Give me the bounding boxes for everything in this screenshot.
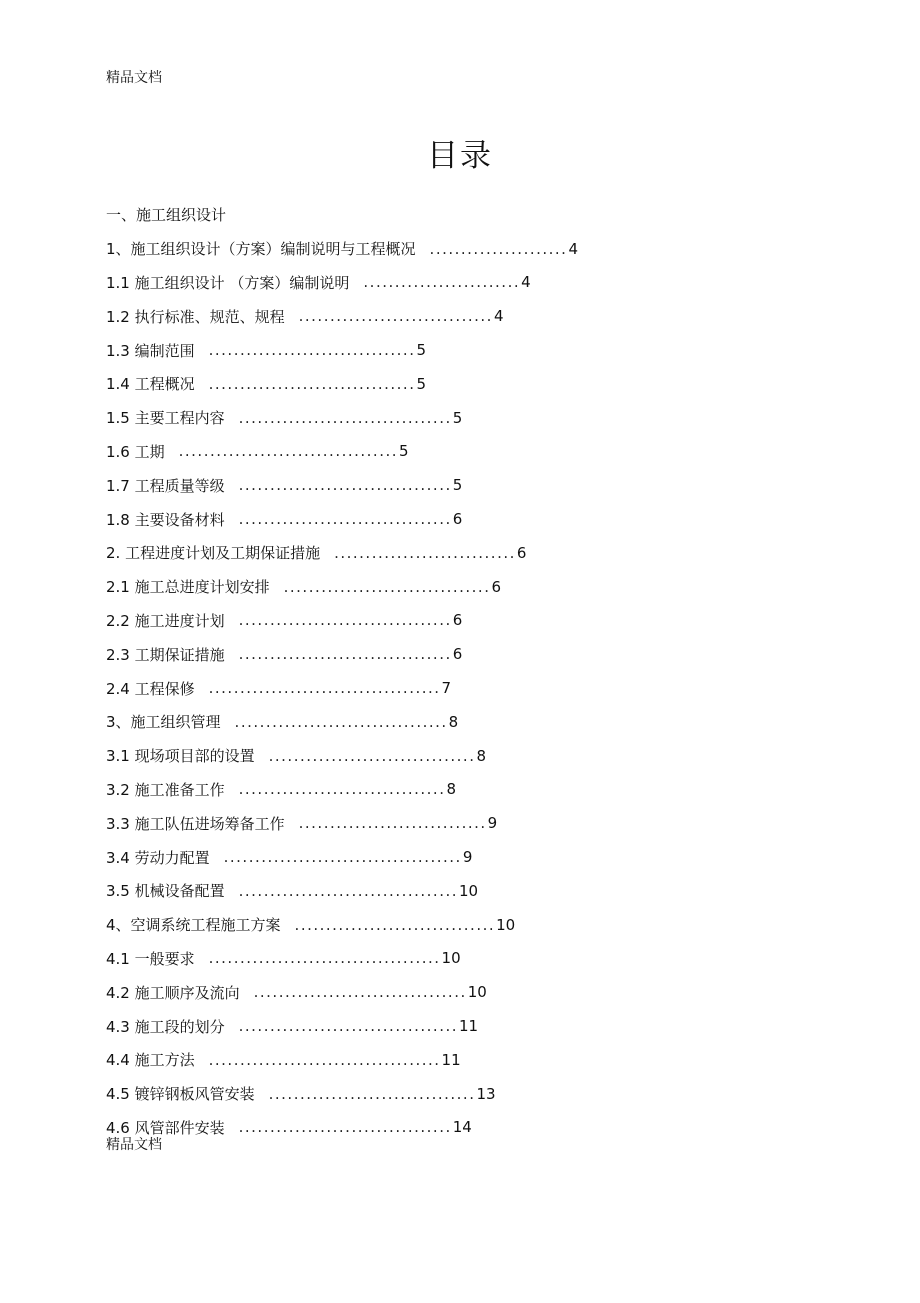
toc-entry[interactable] <box>106 806 726 840</box>
toc-entry-page: 5 <box>399 442 409 461</box>
toc-dot-leader: ................................. <box>208 374 416 393</box>
toc-entry-page: 5 <box>452 408 463 427</box>
toc-entry-label: 1、施工组织设计（方案）编制说明与工程概况 <box>106 240 416 259</box>
toc-entry[interactable] <box>106 1043 726 1077</box>
toc-entry-page: 10 <box>441 949 461 968</box>
toc-entry-label: 1.8 主要设备材料 <box>106 510 225 529</box>
toc-dot-leader: .................................. <box>253 983 467 1002</box>
toc-entry-label: 1.7 工程质量等级 <box>106 476 225 495</box>
toc-entry-page: 6 <box>491 577 502 596</box>
toc-entry-label: 一、施工组织设计 <box>106 206 227 225</box>
toc-dot-leader: .................................. <box>238 476 452 495</box>
toc-entry[interactable] <box>106 299 726 333</box>
toc-entry[interactable] <box>106 671 726 705</box>
toc-entry[interactable] <box>106 502 726 536</box>
toc-entry-label: 1.2 执行标准、规范、规程 <box>106 307 285 326</box>
toc-entry-page: 7 <box>441 679 452 698</box>
toc-entry-label: 1.4 工程概况 <box>106 375 195 394</box>
toc-entry[interactable] <box>106 435 726 469</box>
toc-entry-page: 6 <box>452 611 463 630</box>
toc-dot-leader: .................................. <box>238 510 452 529</box>
toc-dot-leader: .................................. <box>238 408 452 427</box>
toc-entry-label: 4.5 镀锌钢板风管安装 <box>106 1085 255 1104</box>
toc-dot-leader: ............................. <box>334 543 516 562</box>
toc-entry[interactable] <box>106 604 726 638</box>
toc-entry-label: 1.1 施工组织设计 （方案）编制说明 <box>106 273 350 292</box>
toc-dot-leader: ...................................... <box>223 848 462 867</box>
toc-entry-page: 6 <box>452 645 463 664</box>
toc-dot-leader: ................................... <box>238 1017 459 1036</box>
toc-entry[interactable] <box>106 333 726 367</box>
toc-entry-page: 14 <box>452 1118 472 1137</box>
table-of-contents <box>106 198 726 1144</box>
toc-entry[interactable] <box>106 705 726 739</box>
toc-entry-label: 2.3 工期保证措施 <box>106 645 225 664</box>
toc-entry-label: 1.5 主要工程内容 <box>106 409 225 428</box>
toc-entry-page: 4 <box>521 273 531 292</box>
toc-entry-label: 3.2 施工准备工作 <box>106 780 225 799</box>
toc-dot-leader: ............................... <box>298 307 493 326</box>
toc-entry-label: 4.2 施工顺序及流向 <box>106 983 240 1002</box>
toc-entry-page: 8 <box>446 780 457 799</box>
toc-entry[interactable] <box>106 570 726 604</box>
toc-dot-leader: ......................... <box>363 273 521 292</box>
toc-entry-page: 6 <box>452 510 463 529</box>
toc-entry-label: 4.4 施工方法 <box>106 1051 195 1070</box>
toc-dot-leader: ..................................... <box>208 1050 441 1069</box>
toc-entry-page: 6 <box>516 543 527 562</box>
toc-entry-page: 5 <box>416 374 427 393</box>
toc-entry[interactable] <box>106 975 726 1009</box>
toc-entry-page: 5 <box>416 341 427 360</box>
toc-entry-page: 11 <box>441 1050 461 1069</box>
toc-entry[interactable] <box>106 401 726 435</box>
toc-entry-label: 4.1 一般要求 <box>106 949 195 968</box>
toc-entry[interactable] <box>106 739 726 773</box>
toc-entry-label: 4.3 施工段的划分 <box>106 1017 225 1036</box>
toc-entry-page: 9 <box>487 814 498 833</box>
toc-entry[interactable] <box>106 1077 726 1111</box>
toc-entry[interactable] <box>106 266 726 300</box>
toc-entry-label: 3.3 施工队伍进场筹备工作 <box>106 814 285 833</box>
toc-entry-label: 1.3 编制范围 <box>106 341 195 360</box>
toc-entry-label: 2.4 工程保修 <box>106 679 195 698</box>
toc-entry-label: 3.4 劳动力配置 <box>106 848 210 867</box>
toc-entry-page: 5 <box>452 476 463 495</box>
toc-dot-leader: .................................. <box>238 611 452 630</box>
toc-entry[interactable] <box>106 1111 726 1145</box>
toc-entry-page: 4 <box>568 239 578 258</box>
toc-dot-leader: ................................. <box>238 780 446 799</box>
toc-entry-page: 13 <box>476 1084 496 1103</box>
toc-entry[interactable] <box>106 367 726 401</box>
toc-dot-leader: .................................. <box>238 645 452 664</box>
toc-dot-leader: ...................... <box>429 239 568 258</box>
toc-dot-leader: ................................. <box>208 341 416 360</box>
toc-entry-label: 2.2 施工进度计划 <box>106 611 225 630</box>
toc-dot-leader: ................................ <box>294 915 496 934</box>
toc-entry-label: 4、空调系统工程施工方案 <box>106 916 281 935</box>
toc-entry[interactable] <box>106 773 726 807</box>
toc-entry-label: 1.6 工期 <box>106 442 165 461</box>
toc-entry-page: 9 <box>462 848 473 867</box>
toc-dot-leader: ..................................... <box>208 949 441 968</box>
toc-dot-leader: ................................. <box>283 577 491 596</box>
toc-entry[interactable] <box>106 536 726 570</box>
toc-entry-label: 3、施工组织管理 <box>106 713 221 732</box>
page-title: 目录 <box>427 138 493 174</box>
toc-entry-page: 8 <box>448 712 459 731</box>
toc-dot-leader: ................................. <box>268 746 476 765</box>
toc-entry[interactable] <box>106 468 726 502</box>
toc-dot-leader: .............................. <box>298 814 487 833</box>
toc-entry-page: 11 <box>459 1017 479 1036</box>
toc-entry[interactable] <box>106 908 726 942</box>
toc-entry-page: 8 <box>476 746 487 765</box>
toc-dot-leader: ..................................... <box>208 679 441 698</box>
toc-dot-leader: ................................... <box>178 442 399 461</box>
toc-entry-label: 3.1 现场项目部的设置 <box>106 747 255 766</box>
toc-entry-label: 3.5 机械设备配置 <box>106 882 225 901</box>
header-watermark: 精品文档 <box>106 70 162 86</box>
toc-entry-page: 10 <box>459 881 479 900</box>
toc-entry-label: 4.6 风管部件安装 <box>106 1118 225 1137</box>
toc-entry-page: 10 <box>467 983 487 1002</box>
footer-watermark: 精品文档 <box>106 1137 162 1153</box>
toc-entry[interactable] <box>106 232 726 266</box>
toc-entry[interactable] <box>106 840 726 874</box>
toc-entry[interactable] <box>106 637 726 671</box>
toc-dot-leader: ................................... <box>238 881 459 900</box>
toc-dot-leader: .................................. <box>238 1118 452 1137</box>
toc-entry-label: 2. 工程进度计划及工期保证措施 <box>106 544 321 563</box>
toc-entry[interactable] <box>106 942 726 976</box>
toc-entry-page: 4 <box>493 307 504 326</box>
toc-entry[interactable] <box>106 874 726 908</box>
toc-entry[interactable] <box>106 198 726 232</box>
toc-dot-leader: ................................. <box>268 1084 476 1103</box>
toc-dot-leader: .................................. <box>234 712 448 731</box>
toc-entry-label: 2.1 施工总进度计划安排 <box>106 578 270 597</box>
toc-entry[interactable] <box>106 1009 726 1043</box>
toc-entry-page: 10 <box>496 915 516 934</box>
